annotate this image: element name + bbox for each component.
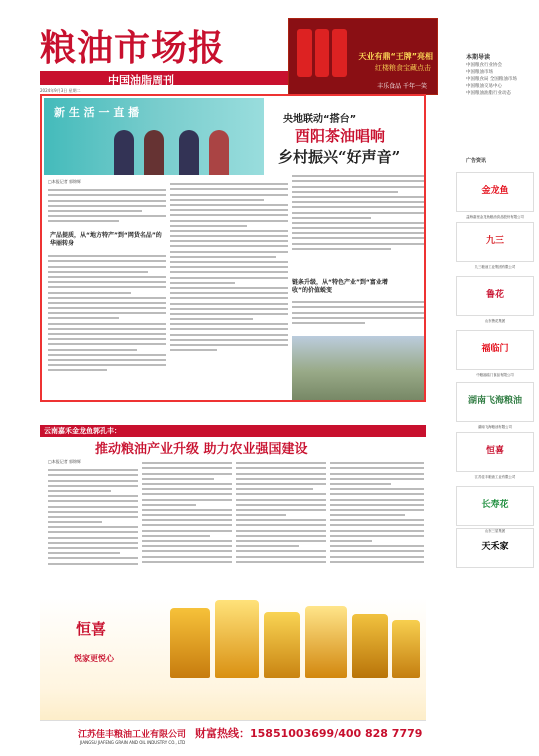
date-line: 2024年9月3日 星期二	[40, 88, 81, 93]
toc-item[interactable]: 中国粮油交易中心	[466, 84, 502, 89]
brand-logo: 九三	[485, 236, 504, 246]
rail-ad-caption: 湖南飞海粮油有限公司	[478, 425, 512, 429]
feature-kicker: 央地联动“搭台”	[283, 114, 357, 125]
oil-bottle-image	[352, 614, 388, 678]
rail-ad[interactable]	[456, 276, 534, 316]
masthead-title: 粮油市场报	[40, 27, 226, 69]
rail-ad-caption: 九三粮油工业集团有限公司	[474, 265, 516, 269]
article-column	[142, 459, 232, 592]
toc-item[interactable]: 中国粮油市场	[466, 70, 493, 75]
oil-bottle-image	[170, 608, 210, 678]
rail-ad[interactable]	[456, 486, 534, 526]
brand-logo: 福临门	[481, 344, 509, 354]
feature-subheading: 产品提质，从“地方特产”到“网货名品”的华丽转身	[50, 232, 162, 247]
brand-logo: 鲁花	[485, 290, 504, 300]
rail-ad[interactable]	[456, 382, 534, 422]
article-column	[170, 180, 288, 397]
top-ad-headline: 天业有鼎“王牌”亮相	[358, 52, 433, 61]
top-ad-subline: 红楼粮食宝藏点击	[375, 64, 431, 72]
feature-byline: □本报记者 郭锦辉	[48, 179, 82, 184]
feature-headline-line2: 乡村振兴“好声音”	[278, 148, 401, 166]
masthead-subtitle: 中国油脂周刊	[108, 74, 174, 87]
brand-logo: 天禾家	[481, 542, 509, 552]
oil-bottle-image	[215, 600, 259, 678]
rail-ad-caption: 山东鲁花集团	[484, 319, 506, 323]
article-column	[330, 459, 424, 592]
livestream-banner: 新 生 活 一 直 播	[54, 106, 140, 119]
brand-logo: 恒喜	[485, 446, 504, 456]
product-bottles-image	[297, 29, 347, 77]
toc-item[interactable]: 中国粮食行业协会	[466, 63, 502, 68]
rail-ad-caption: 江苏佳丰粮油工业有限公司	[474, 475, 516, 479]
rail-ad[interactable]	[456, 172, 534, 212]
toc-title: 本期导读	[466, 54, 491, 61]
livestream-photo	[44, 98, 264, 175]
oil-bottle-image	[392, 620, 420, 678]
article-byline: □本报记者 郭锦辉	[48, 459, 82, 464]
toc-item[interactable]: 中国粮油油脂行业动态	[466, 91, 511, 96]
article-column	[236, 459, 326, 592]
rail-ad[interactable]	[456, 330, 534, 370]
tea-oil-base-photo	[292, 336, 424, 400]
oil-bottle-image	[264, 612, 300, 678]
oil-bottle-image	[305, 606, 347, 678]
rail-ad[interactable]	[456, 222, 534, 262]
rail-ad[interactable]	[456, 528, 534, 568]
top-ad-slogan: 丰乐食品 千年一笑	[377, 83, 427, 90]
rail-ad-caption: 益海嘉里金龙鱼粮油食品股份有限公司	[466, 215, 524, 219]
top-advertisement[interactable]	[288, 18, 438, 95]
article-column	[48, 186, 166, 230]
feature-headline: 酉阳茶油唱响	[295, 127, 386, 145]
rail-title: 广告资讯	[466, 158, 487, 164]
brand-logo: 长寿花	[481, 500, 509, 510]
section-kicker: 云南嘉禾金龙鱼郭孔丰：	[44, 427, 121, 435]
rail-ad[interactable]	[456, 432, 534, 472]
article-column	[292, 298, 424, 334]
company-name: 江苏佳丰粮油工业有限公司	[78, 730, 187, 740]
brand-logo: 湖南飞海粮油	[467, 396, 522, 406]
article-headline: 推动粮油产业升级 助力农业强国建设	[95, 442, 308, 457]
hengxi-logo: 恒喜	[76, 620, 107, 638]
hotline-number[interactable]: 财富热线：15851003699/400 828 7779	[195, 727, 423, 740]
company-name-en: JIANGSU JIAFENG GRAIN AND OIL INDUSTRY CO., LTD	[80, 740, 186, 745]
article-column	[292, 172, 424, 274]
article-column	[48, 252, 166, 397]
rail-ad-caption: 中粮福临门食品有限公司	[476, 373, 514, 377]
rail-ad-caption: 山东三星集团	[484, 529, 506, 533]
toc-list	[466, 62, 517, 97]
brand-logo: 金龙鱼	[481, 186, 509, 196]
article-column	[48, 466, 138, 592]
toc-item[interactable]: 中国粮食局 全国粮油市场	[466, 77, 517, 82]
hengxi-slogan: 悦家更悦心	[74, 654, 114, 663]
feature-subheading: 链条升级，从“特色产业”到“富业增收”的价值蜕变	[292, 279, 388, 294]
